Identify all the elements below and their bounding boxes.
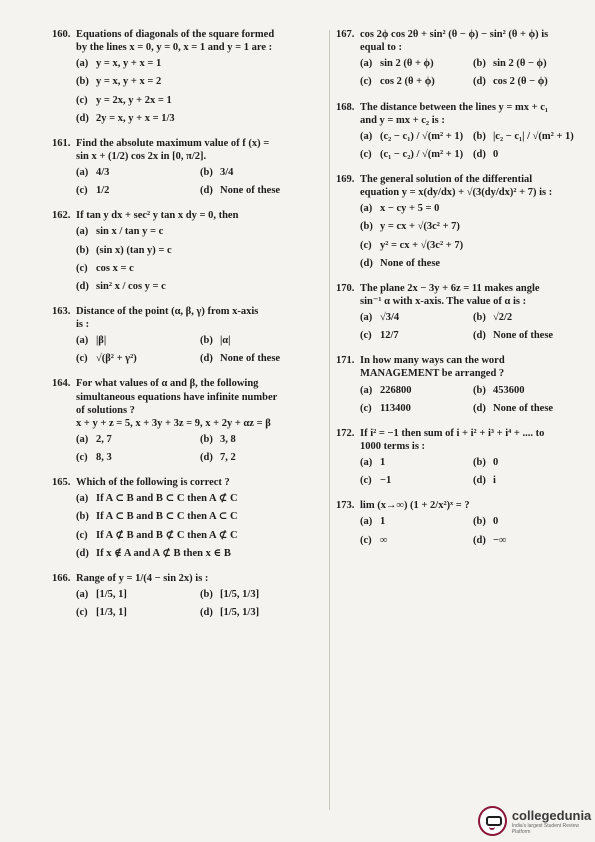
option-text: 12/7 [380,330,399,342]
option-label: (c) [76,94,88,106]
options [52,57,324,130]
option-text: None of these [493,330,554,342]
option-text: |β| [96,335,107,347]
logo-text [512,808,595,835]
option [360,474,473,487]
option [200,606,324,619]
option-label: (d) [200,185,213,197]
option [360,75,473,88]
question-text: The distance between the lines y = mx + c₁ [360,101,549,113]
option-label: (b) [473,58,486,70]
question-text: For what values of α and β, the following [76,378,259,390]
option-label: (c) [360,534,372,546]
option-text: [1/5, 1] [96,588,127,600]
question-text-line: equation y = x(dy/dx) + √(3(dy/dx)² + 7) is : [360,187,553,199]
option-label: (a) [76,58,89,70]
left-column [52,28,324,631]
option-label: (c) [360,239,372,251]
option-text: 1 [380,516,386,528]
options [336,130,586,166]
option-label: (b) [76,76,89,88]
question-number: 173. [336,500,355,512]
option-text: [1/5, 1/3] [220,607,260,618]
option [76,262,324,275]
option-label: (d) [473,475,486,487]
question-text-line: and y = mx + c₂ is : [360,114,445,126]
option-text: 8, 3 [96,452,112,463]
option-label: (a) [360,516,373,528]
option-label: (c) [76,529,88,541]
question-162 [52,209,324,298]
option-label: (d) [76,112,89,124]
option-text: −∞ [493,534,507,546]
question-text-line: sin x + (1/2) cos 2x in [0, π/2]. [76,150,207,162]
question-text-line: by the lines x = 0, y = 0, x = 1 and y = 1 are : [76,42,273,54]
option [76,225,324,238]
option-text: 1 [380,457,386,468]
option-label: (d) [200,607,213,618]
collegedunia-logo [478,806,595,836]
options [336,456,586,492]
mascot-icon [478,806,507,836]
option [76,492,324,505]
option-text: 3, 8 [220,433,236,445]
option-text: √3/4 [380,312,400,323]
question-number: 170. [336,282,355,294]
option-label: (c) [76,353,88,365]
question-number: 166. [52,572,71,584]
option-label: (a) [360,384,373,396]
question-163 [52,305,324,371]
question-number: 171. [336,355,355,367]
option-text: y = x, y + x = 2 [96,76,162,88]
options [52,588,324,624]
option-label: (a) [76,226,89,238]
option [76,94,324,107]
question-160 [52,28,324,130]
option-label: (a) [76,335,89,347]
option-label: (b) [473,130,486,142]
option-text: 0 [493,516,499,528]
option-text: None of these [220,353,281,365]
option-label: (b) [200,588,213,600]
option [473,130,586,143]
option [360,515,473,528]
option-text: y² = cx + √(3c² + 7) [380,239,464,251]
option-text: 2y = x, y + x = 1/3 [96,112,175,124]
option-text: None of these [220,185,281,197]
option-label: (c) [360,330,372,342]
question-text: The general solution of the differential [360,174,533,185]
option-text: i [493,475,496,487]
option-label: (d) [200,452,213,463]
option [200,334,324,347]
question-text: If i² = −1 then sum of i + i² + i³ + i⁴ + .... to [360,427,545,439]
question-number: 165. [52,477,71,489]
option-text: 453600 [493,384,525,396]
question-text-line: MANAGEMENT be arranged ? [360,368,505,380]
option [473,515,586,528]
option-label: (b) [473,457,486,468]
option [473,57,586,70]
option-text: If A ⊂ B and B ⊂ C then A ⊄ C [96,493,238,505]
option [76,184,200,197]
option-label: (c) [360,148,372,160]
option-text: y = cx + √(3c² + 7) [380,221,460,233]
option-text: None of these [380,257,441,269]
option [360,202,586,215]
question-text: In how many ways can the word [360,355,505,367]
column-divider [329,30,330,810]
question-number: 161. [52,137,71,149]
option-text: (c₁ − c₂) / √(m² + 1) [380,148,464,160]
option-text: cos x = c [96,262,134,274]
option-text: (c₂ − c₁) / √(m² + 1) [380,130,464,142]
brand-name: collegedunia [511,807,592,823]
option-text: 113400 [380,402,411,414]
option-label: (d) [76,547,89,559]
options [336,202,586,275]
option [473,402,586,415]
option-text: 1/2 [96,185,110,197]
option-text: cos 2 (θ − ϕ) [493,76,548,88]
option [200,451,324,464]
option-label: (a) [360,58,373,70]
option-text: √2/2 [493,312,513,323]
question-text: If tan y dx + sec² y tan x dy = 0, then [76,210,239,222]
option-text: 2, 7 [96,433,112,445]
option-text: [1/3, 1] [96,607,127,618]
question-number: 168. [336,101,355,113]
option [200,433,324,446]
option-text: sin² x / cos y = c [96,280,166,292]
option [473,456,586,469]
option-label: (a) [360,130,373,142]
question-number: 172. [336,427,355,439]
option-text: sin 2 (θ − ϕ) [493,58,547,70]
option-label: (c) [76,452,88,463]
question-number: 162. [52,210,71,222]
option-label: (b) [360,221,373,233]
option-text: 226800 [380,384,412,396]
option-text: |α| [220,335,231,347]
question-169 [336,173,586,275]
option [473,75,586,88]
option-label: (a) [76,493,89,505]
option [473,384,586,397]
option [360,534,473,547]
option [76,433,200,446]
option-label: (d) [473,76,486,88]
option-text: cos 2 (θ + ϕ) [380,76,435,88]
option [473,148,586,161]
option-label: (b) [200,167,213,178]
right-column [336,28,586,559]
question-text-line: simultaneous equations have infinite number [76,391,278,403]
question-text: Find the absolute maximum value of f (x) = [76,137,270,149]
option-text: sin x / tan y = c [96,226,164,238]
options [52,334,324,370]
option [360,57,473,70]
option-label: (b) [76,511,89,523]
option-text: 4/3 [96,167,110,178]
question-165 [52,476,324,565]
question-text: Equations of diagonals of the square formed [76,29,275,40]
option [360,384,473,397]
option-label: (b) [473,312,486,323]
question-text: Range of y = 1/(4 − sin 2x) is : [76,572,209,584]
option-text: y = x, y + x = 1 [96,58,162,70]
option-text: If A ⊄ B and B ⊄ C then A ⊄ C [96,529,238,541]
options [52,166,324,202]
option-label: (c) [76,607,88,618]
option-text: |c₂ − c₁| / √(m² + 1) [493,130,574,142]
question-text: The plane 2x − 3y + 6z = 11 makes angle [360,282,540,294]
option-label: (d) [76,280,89,292]
question-text-line: equal to : [360,42,402,54]
option [473,311,586,324]
question-number: 160. [52,29,71,40]
option [200,588,324,601]
option-text: None of these [493,402,554,414]
question-164 [52,377,324,469]
option [360,311,473,324]
option-text: x − cy + 5 = 0 [380,203,440,215]
option [76,112,324,125]
option [76,352,200,365]
question-161 [52,137,324,203]
option-label: (b) [473,384,486,396]
question-text: Distance of the point (α, β, γ) from x-axis [76,305,259,317]
option-label: (a) [360,457,373,468]
question-172 [336,427,586,493]
option-label: (d) [200,353,213,365]
question-text-line: sin⁻¹ α with x-axis. The value of α is : [360,295,527,307]
option-label: (c) [360,475,372,487]
option-text: If A ⊂ B and B ⊂ C then A ⊂ C [96,511,238,523]
option-label: (c) [76,262,88,274]
option [473,329,586,342]
question-173 [336,499,586,551]
option [360,402,473,415]
option-text: If x ∉ A and A ⊄ B then x ∈ B [96,547,231,559]
option-text: 0 [493,457,499,468]
option-label: (d) [473,330,486,342]
option [76,244,324,257]
question-text: lim (x→∞) (1 + 2/x²)ˣ = ? [360,500,470,512]
option [76,280,324,293]
option-label: (a) [76,433,89,445]
option-label: (d) [473,534,486,546]
option [360,329,473,342]
question-text-line: of solutions ? [76,404,135,416]
option-text: 3/4 [220,167,234,178]
option-label: (b) [76,244,89,256]
option-label: (b) [200,335,213,347]
option-label: (a) [360,312,373,323]
option [76,334,200,347]
option-text: [1/5, 1/3] [220,588,260,600]
option [360,130,473,143]
option-text: 7, 2 [220,452,236,463]
option-label: (d) [473,148,486,160]
option [473,474,586,487]
option [76,547,324,560]
options [336,515,586,551]
option [200,166,324,179]
option [76,75,324,88]
question-168 [336,101,586,167]
question-text-line: x + y + z = 5, x + 3y + 3z = 9, x + 2y + αz = β [76,417,271,429]
option [360,257,586,270]
option [76,57,324,70]
option [76,588,200,601]
option [76,510,324,523]
option-label: (d) [473,402,486,414]
options [52,492,324,565]
option-text: ∞ [380,534,388,546]
question-number: 163. [52,305,71,317]
option-label: (b) [473,516,486,528]
question-text: cos 2ϕ cos 2θ + sin² (θ − ϕ) − sin² (θ + ϕ) is [360,29,549,40]
options [52,433,324,469]
option [76,451,200,464]
question-text-line: is : [76,319,90,330]
option [200,352,324,365]
question-171 [336,354,586,420]
option-text: y = 2x, y + 2x = 1 [96,94,172,106]
option-label: (a) [76,588,89,600]
question-number: 167. [336,29,355,40]
brand-tagline: India's largest Student Review Platform [511,822,579,835]
question-number: 164. [52,378,71,390]
option [76,529,324,542]
options [336,57,586,93]
option-text: √(β² + γ²) [96,353,137,365]
question-170 [336,282,586,348]
option-text: 0 [493,148,499,160]
option [360,220,586,233]
option-label: (c) [76,185,88,197]
option [360,239,586,252]
option [76,166,200,179]
option-text: sin 2 (θ + ϕ) [380,58,434,70]
option-label: (a) [76,167,89,178]
question-text: Which of the following is correct ? [76,477,230,489]
question-166 [52,572,324,624]
option [200,184,324,197]
option [473,534,586,547]
option-label: (a) [360,203,373,215]
option-label: (d) [360,257,373,269]
option-label: (b) [200,433,213,445]
option-label: (c) [360,402,372,414]
option-text: (sin x) (tan y) = c [96,244,172,256]
option-text: −1 [380,475,392,487]
option [360,456,473,469]
options [336,311,586,347]
question-number: 169. [336,174,355,185]
option-label: (c) [360,76,372,88]
question-text-line: 1000 terms is : [360,440,426,452]
options [336,384,586,420]
options [52,225,324,298]
question-167 [336,28,586,94]
option [360,148,473,161]
option [76,606,200,619]
